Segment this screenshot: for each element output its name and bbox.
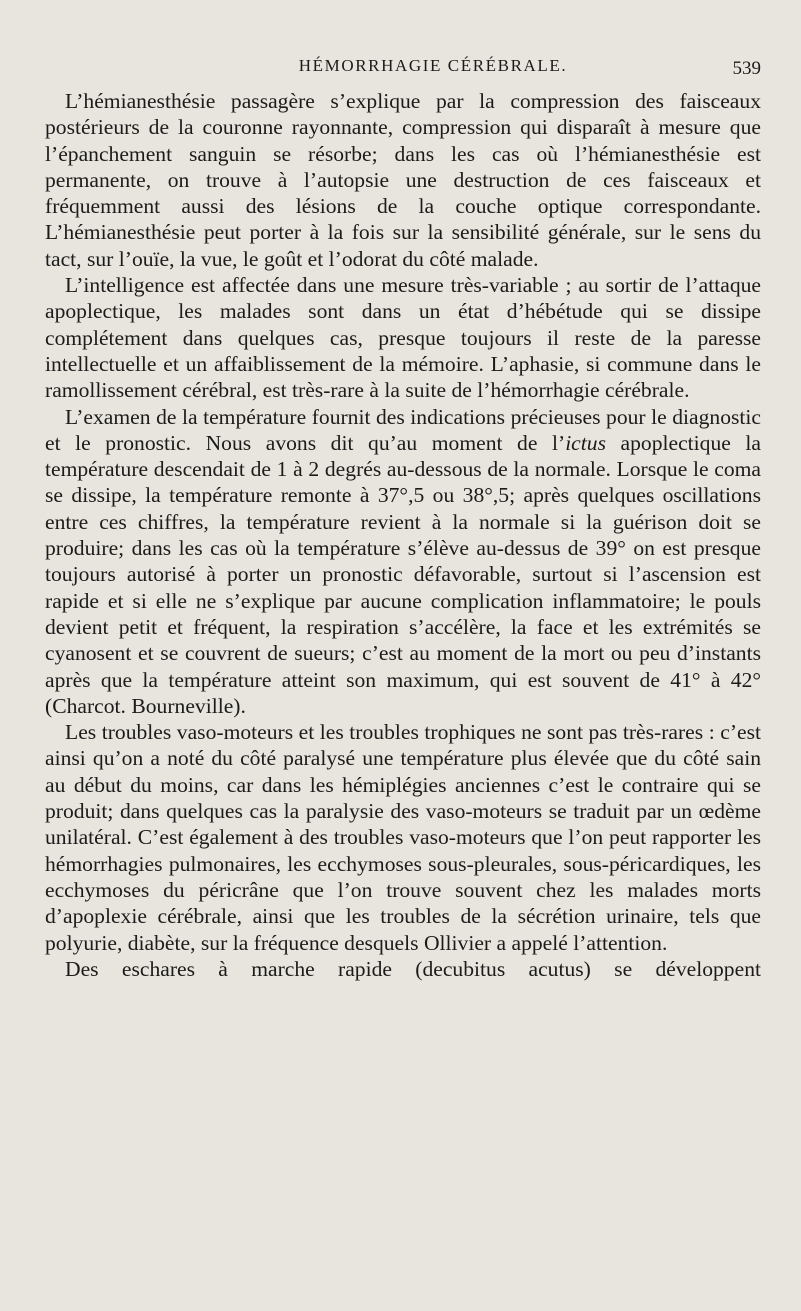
running-head	[45, 56, 761, 86]
ictus-italic: ictus	[565, 430, 606, 455]
paragraph-eschares: Des eschares à marche rapide (decubitus acutus) se développent	[65, 956, 761, 981]
paragraph-temperature-after: apoplectique la température descendait de 1 à 2 degrés au-dessous de la normale. Lorsque le coma se dissipe, la température remonte à 37°,5 ou 38°,5; après quelques oscillations entre ces chiffres, la température revient à la normale si la guérison doit se produire; dans les cas où la température s’élève au-dessus de 39° on est presque toujours autorisé à porter un pronostic défavorable, surtout si l’ascension est rapide et si elle ne s’explique par aucune complication inflammatoire; le pouls devient petit et fréquent, la respiration s’accélère, la face et les extrémités se cyanosent et se couvrent de sueurs; c’est au moment de la mort ou peu d’instants après que la température atteint son maximum, qui est souvent de 41° à 42° (Charcot. Bourneville).	[45, 430, 761, 718]
paragraph-vasomotor: Les troubles vaso-moteurs et les troubles trophiques ne sont pas très-rares : c’est ainsi qu’on a noté du côté paralysé une température plus élevée que du côté sain au début du moins, car dans les hémiplégies anciennes c’est le contraire qui se produit; dans quelques cas la paralysie des vaso-moteurs se traduit par un œdème unilatéral. C’est également à des troubles vaso-moteurs que l’on peut rapporter les hémorrhagies pulmonaires, les ecchymoses sous-pleurales, sous-péricardiques, les ecchymoses du péricrâne que l’on trouve souvent chez les malades morts d’apoplexie cérébrale, ainsi que les troubles de la sécrétion urinaire, tels que polyurie, diabète, sur la fréquence desquels Ollivier a appelé l’attention.	[45, 720, 761, 955]
paragraph-temperature	[45, 404, 761, 720]
paragraph-intelligence: L’intelligence est affectée dans une mesure très-variable ; au sortir de l’attaque apoplectique, les malades sont dans un état d’hébétude qui se dissipe complétement dans quelques cas, presque toujours il reste de la paresse intellectuelle et un affaiblissement de la mémoire. L’aphasie, si commune dans le ramollissement cérébral, est très-rare à la suite de l’hémorrhagie cérébrale.	[45, 273, 761, 403]
running-title: HÉMORRHAGIE CÉRÉBRALE.	[298, 56, 568, 75]
page-number: 539	[732, 58, 761, 79]
body-text	[45, 88, 761, 982]
paragraph-hemianesthesia: L’hémianesthésie passagère s’explique par la compression des faisceaux postérieurs de la couronne rayonnante, compression qui disparaît à mesure que l’épanchement sanguin se résorbe; dans les cas où l’hémianesthésie est permanente, on trouve à l’autopsie une destruction de ces faisceaux et fréquemment aussi des lésions de la couche optique correspondante. L’hémianesthésie peut porter à la fois sur la sensibilité générale, sur le sens du tact, sur l’ouïe, la vue, le goût et l’odorat du côté malade.	[45, 89, 761, 271]
paragraph-temperature-before: L’examen de la température fournit des indications précieuses pour le diagnostic et le pronostic. Nous avons dit qu’au moment de l’	[45, 404, 761, 455]
